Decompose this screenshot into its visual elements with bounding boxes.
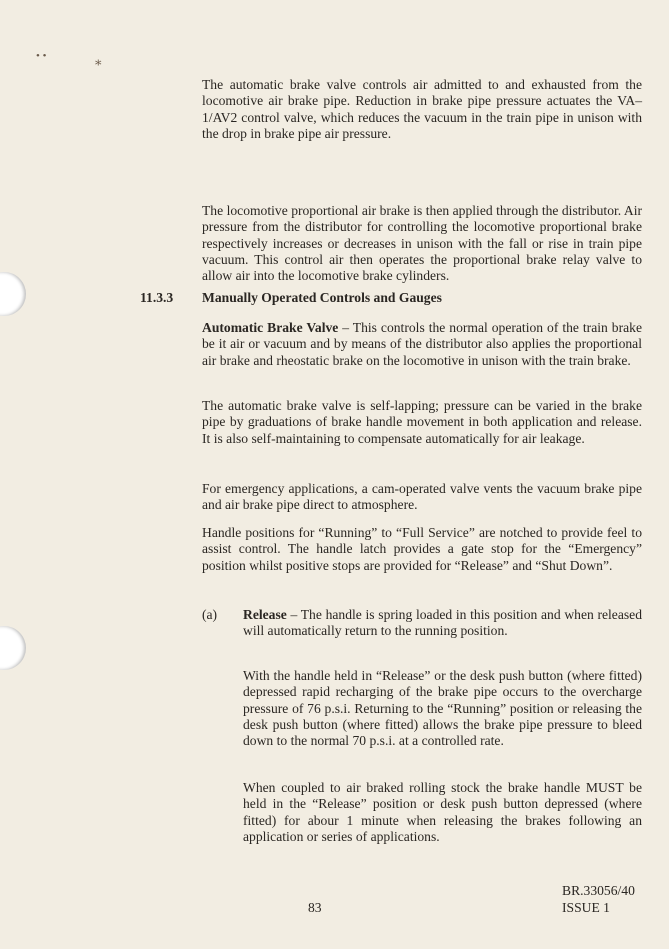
paragraph-air-braked-stock: When coupled to air braked rolling stock the brake handle MUST be held in the “Release” position or desk push button depressed (where fitted) for abour 1 minute when releasing the brakes following an application or series of applications. <box>243 780 642 844</box>
speck-mark: • • <box>36 50 47 62</box>
page-number: 83 <box>308 900 322 915</box>
section-title: Manually Operated Controls and Gauges <box>202 290 442 305</box>
auto-brake-valve-title: Automatic Brake Valve <box>202 320 339 335</box>
release-text: – The handle is spring loaded in this position and when released will automatically return to the running position. <box>243 607 642 639</box>
release-title: Release <box>243 607 287 622</box>
doc-issue: ISSUE 1 <box>562 899 610 915</box>
paragraph-release-recharge: With the handle held in “Release” or the desk push button (where fitted) depressed rapid recharging of the brake pipe occurs to the overcharge pressure of 76 p.s.i. Returning to the “Running” position or releasing the desk push button (where fitted) allows the brake pipe pressure to bleed down to the normal 70 p.s.i. at a controlled rate. <box>243 668 642 749</box>
speck-mark: ⁎ <box>95 53 102 68</box>
paragraph-release <box>243 607 642 640</box>
paragraph-self-lapping: The automatic brake valve is self-lapping; pressure can be varied in the brake pipe by graduations of brake handle movement in both application and release. It is also self-maintaining to compensate automatically for air leakage. <box>202 398 642 446</box>
binder-hole-bottom <box>0 626 26 670</box>
paragraph-automatic-brake-valve <box>202 320 642 369</box>
paragraph-emergency-applications: For emergency applications, a cam-operated valve vents the vacuum brake pipe and air brake pipe direct to atmosphere. <box>202 481 642 513</box>
document-reference <box>562 883 635 916</box>
paragraph-proportional-brake: The locomotive proportional air brake is then applied through the distributor. Air pressure from the distributor for controlling the locomotive proportional brake respectively increases or decreases in unison with the fall or rise in train pipe vacuum. This control air then operates the proportional brake relay valve to allow air into the locomotive brake cylinders. <box>202 203 642 284</box>
section-number: 11.3.3 <box>140 290 174 305</box>
paragraph-auto-brake-intro: The automatic brake valve controls air admitted to and exhausted from the locomotive air brake pipe. Reduction in brake pipe pressure actuates the VA–1/AV2 control valve, which reduces the vacuum in the train pipe in unison with the drop in brake pipe air pressure. <box>202 77 642 141</box>
auto-brake-valve-text: – This controls the normal operation of the train brake be it air or vacuum and by means of the distributor also applies the proportional air brake and rheostatic brake on the locomotive in unison with the train brake. <box>202 320 642 368</box>
binder-hole-top <box>0 272 26 316</box>
item-label-a: (a) <box>202 607 218 622</box>
doc-ref-number: BR.33056/40 <box>562 883 635 898</box>
paragraph-handle-positions: Handle positions for “Running” to “Full Service” are notched to provide feel to assist control. The handle latch provides a gate stop for the “Emergency” position whilst positive stops are provided for “Release” and “Shut Down”. <box>202 525 642 573</box>
